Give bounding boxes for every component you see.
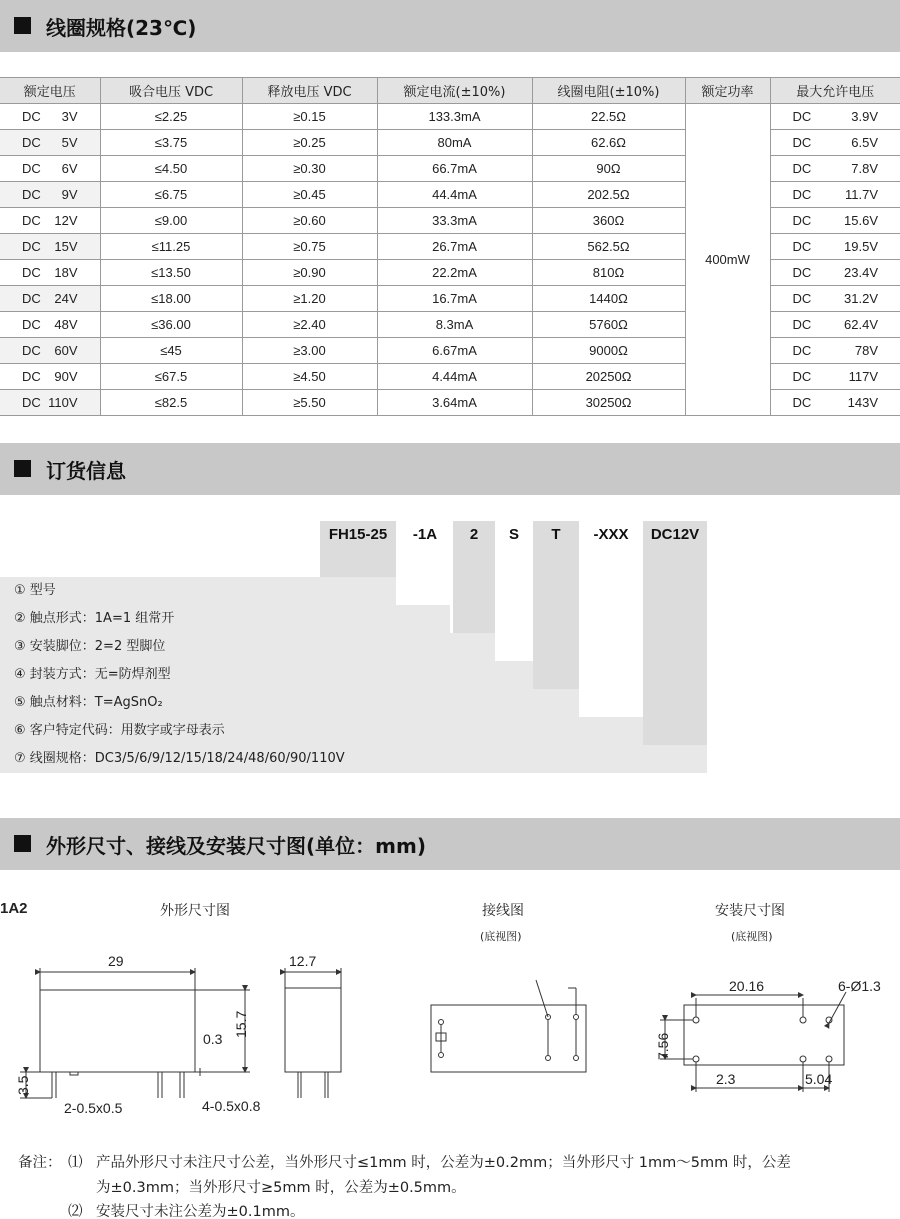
- rated-voltage-cell: [22, 395, 78, 410]
- dim-width: 12.7: [289, 953, 317, 969]
- square-bullet-icon: [14, 460, 31, 477]
- rated-voltage-cell: [22, 317, 78, 332]
- voltage-prefix: DC: [792, 213, 812, 228]
- col-header: 线圈电阻(±10%): [532, 78, 685, 104]
- note-1-line-2: 为±0.3mm；当外形尺寸≥5mm 时，公差为±0.5mm。: [96, 1180, 466, 1196]
- voltage-prefix: DC: [792, 135, 812, 150]
- notes-label: 备注：: [18, 1155, 62, 1171]
- max-voltage-cell: [793, 109, 879, 124]
- order-line: ④ 封装方式：无=防焊剂型: [0, 661, 533, 689]
- rated-current: 4.44mA: [432, 369, 477, 384]
- max-voltage-cell: [793, 239, 879, 254]
- release-voltage: ≥0.15: [293, 109, 326, 124]
- max-voltage: 23.4V: [844, 265, 878, 280]
- max-voltage-cell: [793, 135, 879, 150]
- coil-resistance: 90Ω: [596, 161, 621, 176]
- rated-voltage: 12V: [54, 213, 78, 228]
- rated-voltage-cell: [22, 343, 78, 358]
- voltage-prefix: DC: [792, 317, 812, 332]
- max-voltage-cell: [793, 213, 879, 228]
- rated-voltage-cell: [22, 135, 78, 150]
- dim-pin-b: 4-0.5x0.8: [202, 1098, 261, 1114]
- voltage-prefix: DC: [792, 187, 812, 202]
- rated-current: 133.3mA: [428, 109, 481, 124]
- col-header: 最大允许电压: [770, 78, 900, 104]
- col-header: 释放电压 VDC: [242, 78, 377, 104]
- dim-pin-length: 3.5: [15, 1075, 31, 1095]
- voltage-prefix: DC: [792, 161, 812, 176]
- coil-resistance: 30250Ω: [585, 395, 632, 410]
- dim-pitch-b: 5.04: [805, 1071, 833, 1087]
- dim-height: 15.7: [233, 1010, 249, 1038]
- section-title: 线圈规格(23℃): [46, 16, 197, 40]
- coil-resistance: 5760Ω: [589, 317, 628, 332]
- voltage-prefix: DC: [792, 291, 812, 306]
- voltage-prefix: DC: [792, 239, 812, 254]
- voltage-prefix: DC: [22, 291, 41, 306]
- section-title: 外形尺寸、接线及安装尺寸图(单位：mm): [46, 834, 426, 858]
- rated-voltage: 90V: [54, 369, 78, 384]
- coil-spec-table: [0, 77, 900, 416]
- rated-current: 22.2mA: [432, 265, 477, 280]
- section-header-order: [0, 443, 900, 495]
- rated-voltage: 110V: [48, 395, 78, 410]
- mount-subtitle: (底视图): [731, 930, 773, 943]
- order-line: ⑤ 触点材料：T=AgSnO₂: [0, 689, 579, 717]
- order-line: ② 触点形式：1A=1 组常开: [0, 605, 450, 633]
- relay-front-body: [40, 990, 195, 1072]
- order-line: ⑦ 线圈规格：DC3/5/6/9/12/15/18/24/48/60/90/110V: [0, 745, 707, 773]
- coil-resistance: 62.6Ω: [590, 135, 627, 150]
- table-row: [0, 104, 900, 130]
- voltage-prefix: DC: [22, 239, 41, 254]
- max-voltage-cell: [793, 187, 879, 202]
- rated-voltage-cell: [22, 369, 78, 384]
- coil-resistance: 360Ω: [592, 213, 625, 228]
- release-voltage: ≥0.30: [293, 161, 326, 176]
- max-voltage: 31.2V: [844, 291, 878, 306]
- voltage-prefix: DC: [22, 317, 41, 332]
- mount-body: [684, 1005, 844, 1065]
- coil-resistance: 22.5Ω: [590, 109, 627, 124]
- mount-title: 安装尺寸图: [715, 903, 785, 919]
- rated-voltage: 5V: [61, 135, 78, 150]
- coil-resistance: 20250Ω: [585, 369, 632, 384]
- voltage-prefix: DC: [22, 343, 41, 358]
- wiring-title: 接线图: [482, 903, 524, 919]
- release-voltage: ≥1.20: [293, 291, 326, 306]
- rated-voltage-cell: [22, 265, 78, 280]
- pickup-voltage: ≤13.50: [151, 265, 191, 280]
- pickup-voltage: ≤18.00: [151, 291, 191, 306]
- rated-voltage-cell: [22, 109, 78, 124]
- coil-resistance: 810Ω: [592, 265, 625, 280]
- max-voltage: 11.7V: [844, 187, 878, 202]
- order-code-coil: DC12V: [650, 526, 700, 543]
- pickup-voltage: ≤2.25: [154, 109, 188, 124]
- voltage-prefix: DC: [22, 213, 41, 228]
- max-voltage-cell: [793, 395, 879, 410]
- outline-title: 外形尺寸图: [160, 903, 230, 919]
- square-bullet-icon: [14, 17, 31, 34]
- pickup-voltage: ≤6.75: [154, 187, 188, 202]
- dim-gap: 0.3: [203, 1031, 223, 1047]
- col-header: 吸合电压 VDC: [100, 78, 242, 104]
- rated-current: 16.7mA: [432, 291, 477, 306]
- release-voltage: ≥0.45: [293, 187, 326, 202]
- max-voltage-cell: [793, 317, 879, 332]
- rated-voltage: 48V: [54, 317, 78, 332]
- rated-current: 33.3mA: [432, 213, 477, 228]
- wiring-body: [431, 1005, 586, 1072]
- note-2-number: ⑵: [68, 1204, 83, 1219]
- coil-resistance: 202.5Ω: [587, 187, 630, 202]
- voltage-prefix: DC: [792, 369, 812, 384]
- code-bar-7: [643, 521, 707, 772]
- rated-voltage-cell: [22, 161, 78, 176]
- rated-voltage: 60V: [54, 343, 78, 358]
- col-header: 额定功率: [685, 78, 770, 104]
- max-voltage: 143V: [847, 395, 878, 410]
- order-code-contact: -1A: [412, 526, 438, 543]
- col-header: 额定电压: [0, 78, 100, 104]
- rated-current: 8.3mA: [435, 317, 474, 332]
- coil-resistance: 1440Ω: [589, 291, 628, 306]
- rated-current: 44.4mA: [432, 187, 477, 202]
- rated-voltage-cell: [22, 187, 78, 202]
- rated-current: 80mA: [437, 135, 472, 150]
- section-header-coil: [0, 0, 900, 52]
- voltage-prefix: DC: [22, 135, 41, 150]
- rated-voltage: 18V: [54, 265, 78, 280]
- release-voltage: ≥0.60: [293, 213, 326, 228]
- max-voltage: 15.6V: [844, 213, 878, 228]
- rated-voltage-cell: [22, 291, 78, 306]
- table-header-row: [0, 78, 900, 104]
- max-voltage: 19.5V: [844, 239, 878, 254]
- release-voltage: ≥5.50: [293, 395, 326, 410]
- dim-pitch-long: 20.16: [729, 978, 765, 994]
- voltage-prefix: DC: [792, 109, 812, 124]
- coil-resistance: 562.5Ω: [587, 239, 630, 254]
- max-voltage-cell: [793, 265, 879, 280]
- note-1-number: ⑴: [68, 1155, 83, 1171]
- pickup-voltage: ≤67.5: [154, 369, 188, 384]
- wiring-subtitle: (底视图): [480, 930, 522, 943]
- order-line: ③ 安装脚位：2=2 型脚位: [0, 633, 495, 661]
- pickup-voltage: ≤11.25: [151, 239, 191, 254]
- order-code-pin: 2: [469, 526, 479, 543]
- rated-current: 26.7mA: [432, 239, 477, 254]
- section-title: 订货信息: [46, 459, 126, 483]
- voltage-prefix: DC: [22, 187, 41, 202]
- max-voltage: 117V: [848, 369, 878, 384]
- max-voltage-cell: [793, 161, 879, 176]
- rated-current: 3.64mA: [432, 395, 477, 410]
- max-voltage-cell: [793, 291, 879, 306]
- note-2-line: 安装尺寸未注公差为±0.1mm。: [96, 1204, 305, 1219]
- release-voltage: ≥4.50: [293, 369, 326, 384]
- pickup-voltage: ≤82.5: [154, 395, 188, 410]
- max-voltage-cell: [793, 369, 879, 384]
- release-voltage: ≥0.90: [293, 265, 326, 280]
- col-header: 额定电流(±10%): [377, 78, 532, 104]
- voltage-prefix: DC: [792, 395, 812, 410]
- code-bar-5: [533, 521, 579, 716]
- voltage-prefix: DC: [22, 369, 41, 384]
- max-voltage: 7.8V: [851, 161, 878, 176]
- rated-power: 400mW: [705, 252, 750, 267]
- pickup-voltage: ≤45: [160, 343, 182, 358]
- rated-voltage: 3V: [61, 109, 78, 124]
- voltage-prefix: DC: [22, 161, 41, 176]
- dim-holes: 6-Ø1.3: [838, 978, 881, 994]
- order-code-custom: -XXX: [593, 526, 629, 543]
- release-voltage: ≥3.00: [293, 343, 326, 358]
- square-bullet-icon: [14, 835, 31, 852]
- pickup-voltage: ≤9.00: [154, 213, 188, 228]
- voltage-prefix: DC: [22, 395, 41, 410]
- rated-voltage: 6V: [61, 161, 78, 176]
- coil-resistance: 9000Ω: [589, 343, 628, 358]
- voltage-prefix: DC: [22, 109, 41, 124]
- max-voltage: 78V: [854, 343, 878, 358]
- release-voltage: ≥0.75: [293, 239, 326, 254]
- max-voltage: 62.4V: [844, 317, 878, 332]
- relay-side-body: [285, 988, 341, 1072]
- pickup-voltage: ≤4.50: [154, 161, 188, 176]
- dim-row-gap: 7.56: [655, 1032, 671, 1060]
- max-voltage: 3.9V: [851, 109, 878, 124]
- release-voltage: ≥2.40: [293, 317, 326, 332]
- note-1-line-1: 产品外形尺寸未注尺寸公差，当外形尺寸≤1mm 时，公差为±0.2mm；当外形尺寸 1mm～5mm 时，公差: [96, 1155, 791, 1171]
- rated-current: 66.7mA: [432, 161, 477, 176]
- order-line: ① 型号: [0, 577, 396, 605]
- dim-pin-a: 2-0.5x0.5: [64, 1100, 123, 1116]
- rated-current: 6.67mA: [432, 343, 477, 358]
- order-line: ⑥ 客户特定代码：用数字或字母表示: [0, 717, 643, 745]
- voltage-prefix: DC: [22, 265, 41, 280]
- voltage-prefix: DC: [792, 343, 812, 358]
- order-code-material: T: [551, 526, 561, 543]
- dimension-drawing: [0, 940, 900, 1130]
- voltage-prefix: DC: [792, 265, 812, 280]
- max-voltage-cell: [793, 343, 879, 358]
- release-voltage: ≥0.25: [293, 135, 326, 150]
- section-header-dimensions: [0, 818, 900, 870]
- rated-voltage: 15V: [54, 239, 78, 254]
- rated-voltage-cell: [22, 239, 78, 254]
- dim-pitch-a: 2.3: [716, 1071, 736, 1087]
- rated-voltage: 9V: [61, 187, 78, 202]
- order-code-model: FH15-25: [328, 526, 388, 543]
- type-label: 1A2: [0, 900, 28, 917]
- pickup-voltage: ≤36.00: [151, 317, 191, 332]
- dim-length: 29: [108, 953, 124, 969]
- order-code-package: S: [508, 526, 519, 543]
- rated-voltage-cell: [22, 213, 78, 228]
- pickup-voltage: ≤3.75: [154, 135, 188, 150]
- max-voltage: 6.5V: [851, 135, 878, 150]
- rated-voltage: 24V: [54, 291, 78, 306]
